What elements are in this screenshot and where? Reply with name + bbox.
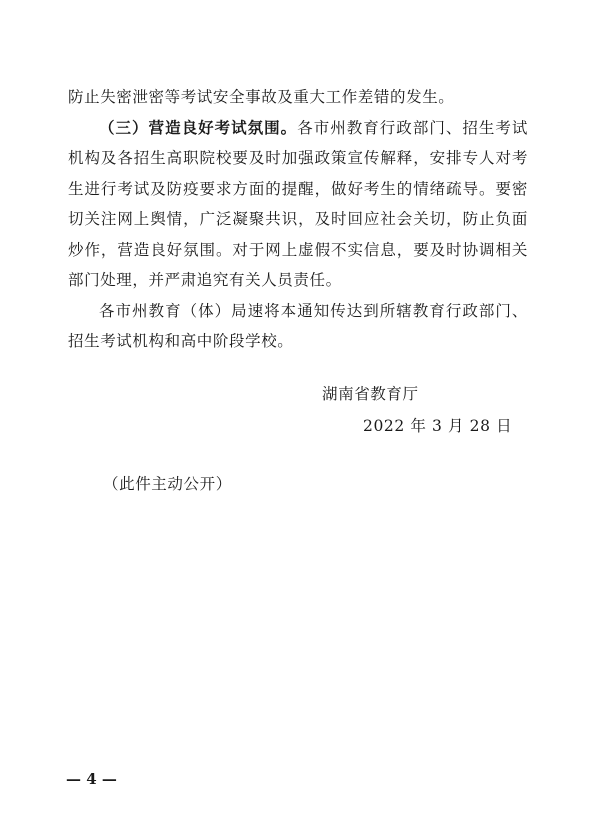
paragraph-text: 防止失密泄密等考试安全事故及重大工作差错的发生。 <box>68 88 455 106</box>
disclosure-note: （此件主动公开） <box>103 475 232 493</box>
paragraph-text: 各市州教育行政部门、招生考试机构及各招生高职院校要及时加强政策宣传解释，安排专人对考生进行考试及防疫要求方面的提醒，做好考生的情绪疏导。要密切关注网上舆情，广泛凝聚共识，及时回应社会关切，防止负面炒作，营造良好氛围。对于网上虚假不实信息，要及时协调相关部门处理，并严肃追究有关人员责任。 <box>68 118 529 289</box>
signature-block <box>0 382 591 442</box>
section-heading: （三）营造良好考试氛围。 <box>99 117 298 137</box>
signature-organization: 湖南省教育厅 <box>322 385 419 403</box>
paragraph-section-three <box>68 113 528 296</box>
paragraph-closing-instruction <box>68 296 528 357</box>
paragraph-continuation <box>68 82 528 113</box>
signature-date: 2022 年 3 月 28 日 <box>363 417 513 435</box>
page-number: — 4 — <box>66 770 117 788</box>
document-body <box>68 82 528 357</box>
paragraph-text: 各市州教育（体）局速将本通知传达到所辖教育行政部门、招生考试机构和高中阶段学校。 <box>68 301 528 350</box>
